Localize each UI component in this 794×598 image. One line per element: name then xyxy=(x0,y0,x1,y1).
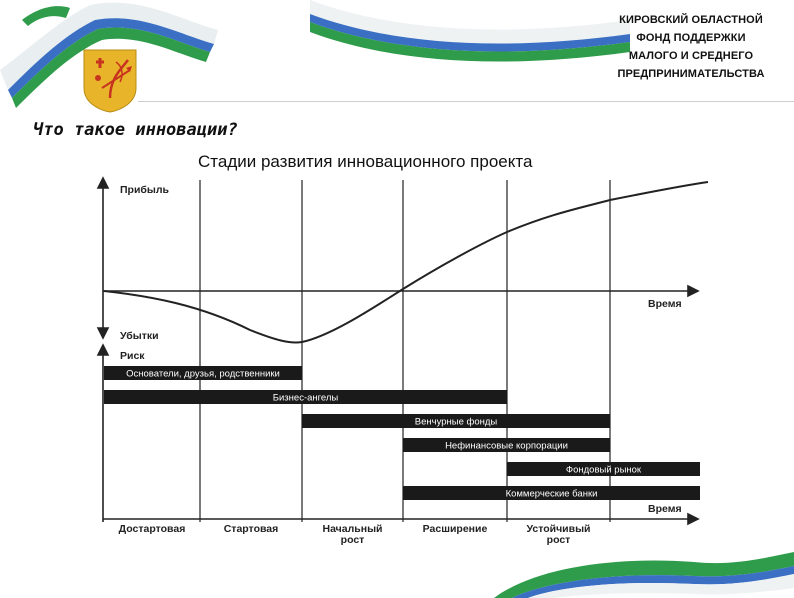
stage-label: Стартовая xyxy=(223,523,279,535)
risk-label: Риск xyxy=(120,350,145,362)
vertical-axes xyxy=(98,178,108,522)
stage-label: рост xyxy=(340,534,365,546)
profit-label: Прибыль xyxy=(120,184,169,196)
financing-bar-label: Основатели, друзья, родственники xyxy=(126,368,280,380)
time-arrow-top-icon xyxy=(688,286,698,296)
loss-arrow-icon xyxy=(98,328,108,338)
diagram-title: Стадии развития инновационного проекта xyxy=(198,152,533,171)
org-line: КИРОВСКИЙ ОБЛАСТНОЙ xyxy=(619,14,763,26)
org-line: МАЛОГО И СРЕДНЕГО xyxy=(628,50,754,62)
loss-label: Убытки xyxy=(120,330,159,342)
org-line: ФОНД ПОДДЕРЖКИ xyxy=(636,32,746,44)
financing-bar-label: Коммерческие банки xyxy=(505,488,598,500)
profit-arrow-icon xyxy=(98,178,108,188)
financing-bar-label: Бизнес-ангелы xyxy=(272,392,339,404)
org-line: ПРЕДПРИНИМАТЕЛЬСТВА xyxy=(617,68,765,80)
stage-label: Расширение xyxy=(422,523,488,535)
financing-bar-label: Нефинансовые корпорации xyxy=(445,440,568,452)
time-label-bottom: Время xyxy=(648,503,682,515)
stage-labels xyxy=(119,523,591,546)
page-heading: Что такое инновации? xyxy=(33,120,238,140)
stage-label: Устойчивый xyxy=(526,523,591,535)
stage-label: рост xyxy=(546,534,571,546)
risk-arrow-icon xyxy=(98,345,108,355)
time-label-top: Время xyxy=(648,298,682,310)
time-arrow-bottom-icon xyxy=(688,514,698,524)
stage-label: Начальный xyxy=(322,523,383,535)
lifecycle-curve xyxy=(104,182,708,343)
stage-label: Достартовая xyxy=(118,523,186,535)
financing-bar-label: Фондовый рынок xyxy=(565,464,642,476)
financing-bar-label: Венчурные фонды xyxy=(414,416,498,428)
